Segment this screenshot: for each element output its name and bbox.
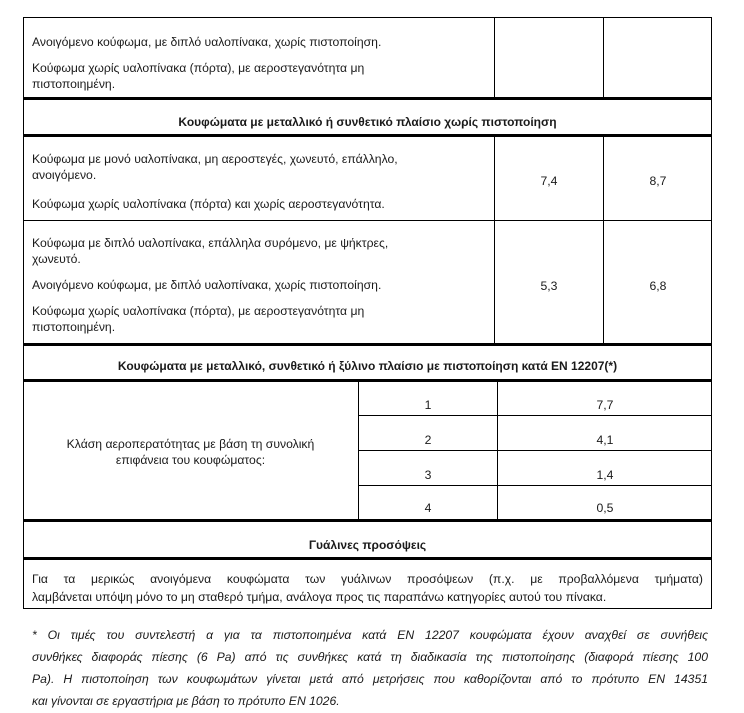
class-value: 7,7 (596, 398, 614, 412)
row-description-line: Κούφωμα χωρίς υαλοπίνακα (πόρτα), με αεροστεγανότητα μη (32, 61, 365, 75)
class-label-line: Κλάση αεροπερατότητας με βάση τη συνολική (66, 437, 315, 451)
section-divider (23, 343, 712, 346)
value-cell-b: 6,8 (649, 279, 667, 293)
section-title-uncertified: Κουφώματα με μεταλλικό ή συνθετικό πλαίσιο χωρίς πιστοποίηση (178, 115, 557, 129)
class-value: 4,1 (596, 433, 614, 447)
row-description-line: Κούφωμα χωρίς υαλοπίνακα (πόρτα), με αεροστεγανότητα μη (32, 304, 365, 318)
row-description-line: πιστοποιημένη. (32, 77, 116, 91)
row-divider (23, 220, 712, 221)
row-description-line: χωνευτό. (32, 252, 81, 266)
class-number: 3 (424, 468, 432, 482)
section-divider (23, 134, 712, 137)
footnote-line: * Οι τιμές του συντελεστή α για τα πιστοποιημένα κατά EN 12207 κουφώματα έχουν αναχθεί σε συνήθεις (32, 628, 708, 642)
row-description-line: Ανοιγόμενο κούφωμα, με διπλό υαλοπίνακα, χωρίς πιστοποίηση. (32, 35, 382, 49)
paragraph-line: λαμβάνεται υπόψη μόνο το μη σταθερό τμήμα, ανάλογα προς τις παραπάνω κατηγορίες αυτού του πίνακα. (32, 590, 607, 604)
section-title-glass: Γυάλινες προσόψεις (308, 538, 427, 552)
paragraph-line: Για τα μερικώς ανοιγόμενα κουφώματα των γυάλινων προσόψεων (π.χ. με προβαλλόμενα τμήματα) (32, 572, 703, 586)
row-description-line: Ανοιγόμενο κούφωμα, με διπλό υαλοπίνακα, χωρίς πιστοποίηση. (32, 278, 382, 292)
glass-facades-text (32, 570, 703, 606)
section-divider (23, 519, 712, 522)
section-divider (23, 557, 712, 560)
class-value: 1,4 (596, 468, 614, 482)
section-divider (23, 97, 712, 100)
class-label-line: επιφάνεια του κουφώματος: (115, 453, 266, 467)
table-bottom-border (23, 608, 712, 609)
class-value: 0,5 (596, 501, 614, 515)
row-description-line: Κούφωμα με μονό υαλοπίνακα, μη αεροστεγές, χωνευτό, επάλληλο, (32, 152, 398, 166)
footnote-line: και γίνονται σε εργαστήρια με βάση το πρότυπο EN 1026. (32, 694, 340, 708)
class-number: 4 (424, 501, 432, 515)
footnote (32, 624, 708, 712)
table-top-border (23, 17, 712, 18)
row-description-line: Κούφωμα χωρίς υαλοπίνακα (πόρτα) και χωρίς αεροστεγανότητα. (32, 197, 385, 211)
class-number: 2 (424, 433, 432, 447)
section-divider (23, 379, 712, 382)
value-cell-a: 7,4 (540, 174, 558, 188)
row-description-line: πιστοποιημένη. (32, 320, 116, 334)
row-description-line: ανοιγόμενο. (32, 168, 97, 182)
value-cell-a: 5,3 (540, 279, 558, 293)
column-divider (603, 136, 604, 345)
footnote-line: συνθήκες διαφοράς πίεσης (6 Pa) από τις συνθήκες κατά τη διαδικασία της πιστοποίησης (διαφορά πίεσης 100 (32, 650, 708, 664)
class-number: 1 (424, 398, 432, 412)
section-title-certified: Κουφώματα με μεταλλικό, συνθετικό ή ξύλινο πλαίσιο με πιστοποίηση κατά EN 12207(*) (117, 359, 618, 373)
column-divider (494, 136, 495, 345)
row-description-line: Κούφωμα με διπλό υαλοπίνακα, επάλληλα συρόμενο, με ψήκτρες, (32, 236, 389, 250)
column-divider (603, 17, 604, 98)
footnote-line: Pa). Η πιστοποίηση των κουφωμάτων γίνεται μετά από μετρήσεις που καθορίζονται από το πρότυπο EN 14351 (32, 672, 708, 686)
row-divider (358, 415, 712, 416)
column-divider (494, 17, 495, 98)
row-divider (358, 450, 712, 451)
value-cell-b: 8,7 (649, 174, 667, 188)
row-divider (358, 485, 712, 486)
